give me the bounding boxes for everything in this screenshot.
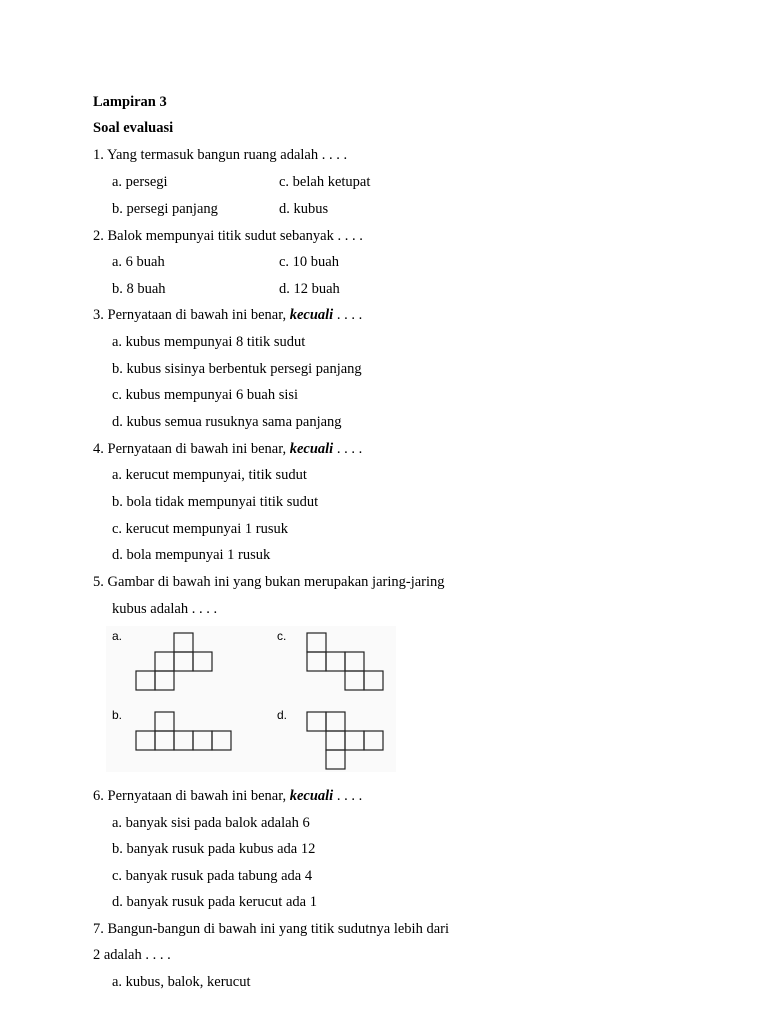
q3-option-a: a. kubus mempunyai 8 titik sudut [112,334,306,350]
q6-option-d: d. banyak rusuk pada kerucut ada 1 [112,894,317,910]
question-1: 1. Yang termasuk bangun ruang adalah . . . . [93,147,348,163]
q6-text: 6. Pernyataan di bawah ini benar, [93,788,290,804]
question-5: 5. Gambar di bawah ini yang bukan merupakan jaring-jaring [93,574,445,590]
q7-option-a: a. kubus, balok, kerucut [112,974,251,990]
question-6 [93,787,362,805]
question-5-continued: kubus adalah . . . . [112,601,218,617]
cube-net-b [136,712,231,750]
cube-nets-drawing [106,626,396,772]
figure-label-a: a. [112,629,123,643]
question-2: 2. Balok mempunyai titik sudut sebanyak . . . . [93,228,363,244]
q2-option-a: a. 6 buah [112,254,165,270]
q3-text: 3. Pernyataan di bawah ini benar, [93,307,290,323]
cube-net-a [136,633,212,690]
q4-emphasis: kecuali [289,441,334,457]
q2-option-b: b. 8 buah [112,281,166,297]
q1-option-c: c. belah ketupat [279,174,371,190]
question-3 [93,306,362,324]
q4-option-c: c. kerucut mempunyai 1 rusuk [112,521,288,537]
q4-dots: . . . . [333,441,363,457]
q6-dots: . . . . [333,788,363,804]
q3-option-d: d. kubus semua rusuknya sama panjang [112,414,342,430]
figure-label-d: d. [277,708,288,722]
q6-emphasis: kecuali [289,788,334,804]
cube-nets-figure [106,626,396,772]
q6-option-c: c. banyak rusuk pada tabung ada 4 [112,868,313,884]
q6-option-b: b. banyak rusuk pada kubus ada 12 [112,841,316,857]
q2-option-d: d. 12 buah [279,281,340,297]
q4-option-d: d. bola mempunyai 1 rusuk [112,547,271,563]
q1-option-b: b. persegi panjang [112,201,218,217]
figure-label-b: b. [112,708,123,722]
q4-text: 4. Pernyataan di bawah ini benar, [93,441,290,457]
q3-option-b: b. kubus sisinya berbentuk persegi panjang [112,361,362,377]
cube-net-c [307,633,383,690]
cube-net-d [307,712,383,769]
q3-emphasis: kecuali [289,307,334,323]
question-7-continued: 2 adalah . . . . [93,947,171,963]
q4-option-a: a. kerucut mempunyai, titik sudut [112,467,307,483]
question-7: 7. Bangun-bangun di bawah ini yang titik sudutnya lebih dari [93,921,449,937]
q2-option-c: c. 10 buah [279,254,339,270]
q1-option-d: d. kubus [279,201,329,217]
q6-option-a: a. banyak sisi pada balok adalah 6 [112,815,310,831]
question-4 [93,440,362,458]
figure-label-c: c. [277,629,287,643]
q3-option-c: c. kubus mempunyai 6 buah sisi [112,387,299,403]
q4-option-b: b. bola tidak mempunyai titik sudut [112,494,319,510]
section-title: Soal evaluasi [93,120,174,136]
q3-dots: . . . . [333,307,363,323]
q1-option-a: a. persegi [112,174,168,190]
appendix-title: Lampiran 3 [93,94,167,110]
